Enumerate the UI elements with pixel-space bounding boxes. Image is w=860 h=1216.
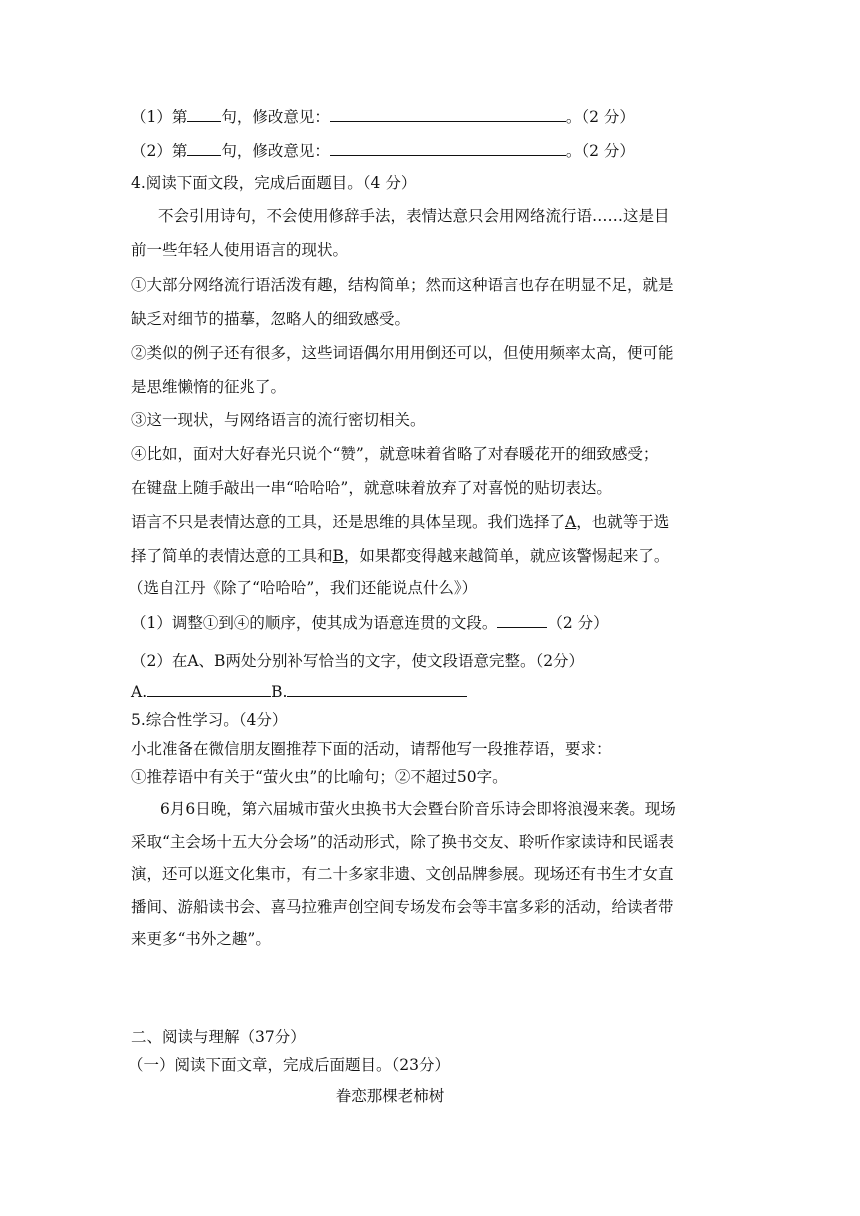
q5-passage-line-5: 来更多“书外之趣”。: [131, 930, 271, 948]
answer-blank-b[interactable]: [287, 681, 467, 697]
blank-marker-a: A: [565, 513, 577, 531]
q4-sentence-4-line-1: ④比如，面对大好春光只说个“赞”，就意味着省略了对春暖花开的细致感受；: [131, 445, 659, 463]
q5-requirements: ①推荐语中有关于“萤火虫”的比喻句；②不超过50字。: [131, 768, 508, 786]
answer-blank[interactable]: [330, 140, 566, 156]
q4-heading: 4.阅读下面文段，完成后面题目。（4 分）: [131, 174, 417, 192]
answer-blank[interactable]: [497, 612, 547, 628]
answer-label-b: B.: [271, 683, 288, 701]
q4-conclusion-line-2: [131, 546, 669, 566]
q4-sub1-score: （2 分）: [547, 614, 609, 632]
q4-subquestion-1: [131, 612, 609, 633]
q3-line1-mid: 句，修改意见：: [221, 108, 330, 126]
q4-source: （选自江丹《除了“哈哈哈”，我们还能说点什么》）: [128, 579, 478, 597]
q4-sentence-2-line-2: 是思维懒惰的征兆了。: [131, 378, 287, 396]
q4-subquestion-2: （2）在A、B两处分别补写恰当的文字，使文段语意完整。（2分）: [131, 652, 585, 670]
q4-conclusion-line-1: [131, 512, 669, 532]
q4-intro-line-1: 不会引用诗句，不会使用修辞手法，表情达意只会用网络流行语……这是目: [158, 207, 670, 225]
blank-marker-b: B: [332, 547, 344, 565]
answer-blank[interactable]: [187, 106, 221, 122]
q4-sentence-3: ③这一现状，与网络语言的流行密切相关。: [131, 411, 426, 429]
q3-line1-suffix: 。（2 分）: [565, 108, 635, 126]
q4-sentence-2-line-1: ②类似的例子还有很多，这些词语偶尔用用倒还可以，但使用频率太高，便可能: [131, 344, 674, 362]
q4-sentence-1-line-1: ①大部分网络流行语活泼有趣，结构简单；然而这种语言也存在明显不足，就是: [131, 276, 674, 294]
answer-blank[interactable]: [330, 106, 566, 122]
q3-line2-suffix: 。（2 分）: [565, 142, 635, 160]
q5-task: 小北准备在微信朋友圈推荐下面的活动，请帮他写一段推荐语，要求：: [131, 740, 612, 758]
article-title: 眷恋那棵老柿树: [335, 1087, 445, 1105]
q3-line2-mid: 句，修改意见：: [221, 142, 330, 160]
q4-answer-line: [131, 681, 467, 702]
answer-blank[interactable]: [187, 140, 221, 156]
q4-sentence-1-line-2: 缺乏对细节的描摹，忽略人的细致感受。: [131, 310, 411, 328]
q4-sentence-4-line-2: 在键盘上随手敲出一串“哈哈哈”，就意味着放弃了对喜悦的贴切表达。: [131, 479, 612, 497]
q5-passage-line-2: 采取“主会场十五大分会场”的活动形式，除了换书交友、聆听作家读诗和民谣表: [131, 833, 674, 851]
q3-line2-prefix: （2）第: [131, 142, 188, 160]
q3-line-2: [131, 140, 635, 161]
q4-intro-line-2: 前一些年轻人使用语言的现状。: [131, 241, 349, 259]
q5-passage-line-1: 6月6日晚，第六届城市萤火虫换书大会暨台阶音乐诗会即将浪漫来袭。现场: [160, 800, 676, 818]
q4-sub1-text: （1）调整①到④的顺序，使其成为语意连贯的文段。: [131, 614, 498, 632]
answer-blank-a[interactable]: [147, 681, 271, 697]
q4-conclusion-text: 语言不只是表情达意的工具，还是思维的具体呈现。我们选择了: [131, 513, 566, 531]
part2-heading: 二、阅读与理解（37分）: [131, 1028, 306, 1046]
q5-passage-line-4: 播间、游船读书会、喜马拉雅声创空间专场发布会等丰富多彩的活动，给读者带: [131, 898, 674, 916]
q4-conclusion-text: ，如果都变得越来越简单，就应该警惕起来了。: [343, 547, 670, 565]
q4-conclusion-text: 择了简单的表情达意的工具和: [131, 547, 333, 565]
q5-heading: 5.综合性学习。（4分）: [131, 711, 288, 729]
q3-line1-prefix: （1）第: [131, 108, 188, 126]
q3-line-1: [131, 106, 635, 127]
q5-passage-line-3: 演，还可以逛文化集市，有二十多家非遗、文创品牌参展。现场还有书生才女直: [131, 865, 674, 883]
part2-subheading: （一）阅读下面文章，完成后面题目。（23分）: [128, 1056, 450, 1074]
q4-conclusion-text: ，也就等于选: [576, 513, 670, 531]
answer-label-a: A.: [131, 683, 148, 701]
